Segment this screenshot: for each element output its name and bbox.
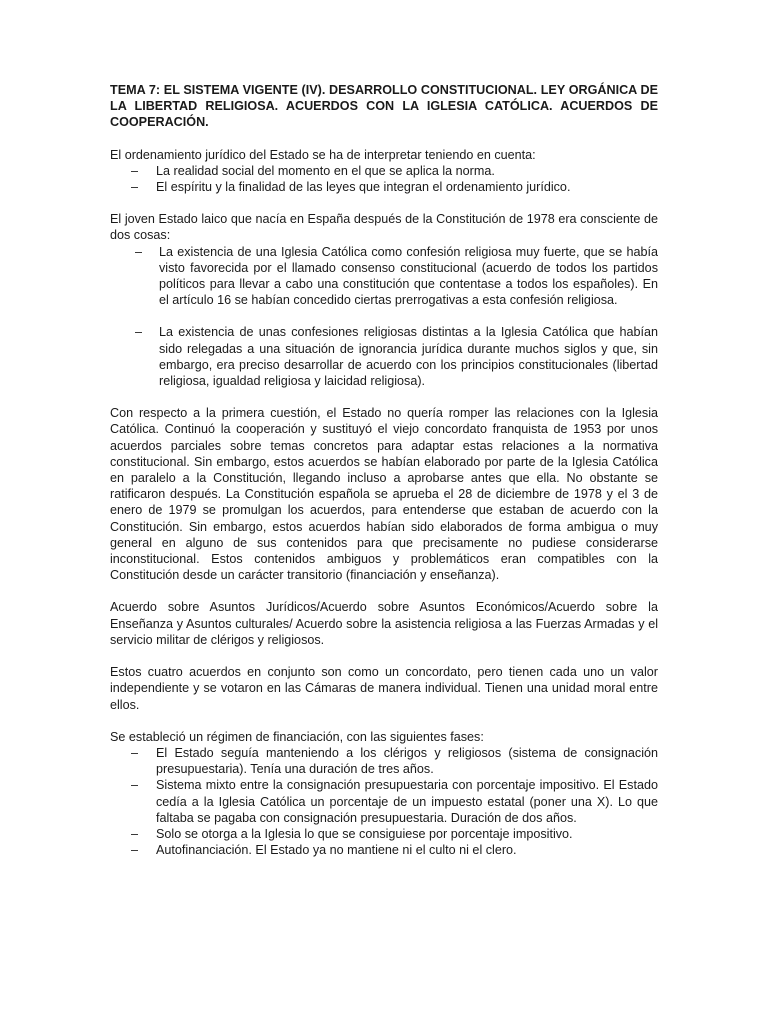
section3-intro: Se estableció un régimen de financiación, con las siguientes fases: <box>110 729 484 744</box>
section2-intro: El joven Estado laico que nacía en España después de la Constitución de 1978 era consciente de dos cosas: <box>110 212 658 243</box>
document-page <box>110 82 658 874</box>
list-item <box>110 842 658 858</box>
list-item-text: El Estado seguía manteniendo a los clérigos y religiosos (sistema de consignación presupuestaria). Tenía una duración de tres años. <box>156 745 658 777</box>
dash-bullet: – <box>131 826 139 841</box>
list-item <box>110 826 658 842</box>
document-title: TEMA 7: EL SISTEMA VIGENTE (IV). DESARROLLO CONSTITUCIONAL. LEY ORGÁNICA DE LA LIBERTAD RELIGIOSA. ACUERDOS CON LA IGLESIA CATÓLICA. ACUERDOS DE COOPERACIÓN. <box>110 83 658 130</box>
list-item <box>110 324 658 389</box>
dash-bullet: – <box>131 163 139 178</box>
list-item <box>110 179 658 195</box>
list-item-text: El espíritu y la finalidad de las leyes que integran el ordenamiento jurídico. <box>156 180 571 195</box>
dash-bullet: – <box>131 778 139 793</box>
dash-bullet: – <box>135 244 143 259</box>
list-item <box>110 163 658 179</box>
list-item-text: Sistema mixto entre la consignación presupuestaria con porcentaje impositivo. El Estado cedía a la Iglesia Católica un porcentaje de un impuesto estatal (poner una X). Lo que faltaba se pagaba con consignación presupuestaria. Duración de dos años. <box>156 778 658 825</box>
list-item-text: Solo se otorga a la Iglesia lo que se consiguiese por porcentaje impositivo. <box>156 826 573 841</box>
section2-list <box>110 244 658 390</box>
dash-bullet: – <box>131 180 139 195</box>
list-item <box>110 244 658 309</box>
list-item <box>110 777 658 826</box>
paragraph-agreements-list: Acuerdo sobre Asuntos Jurídicos/Acuerdo sobre Asuntos Económicos/Acuerdo sobre la Enseñanza y Asuntos culturales/ Acuerdo sobre la asistencia religiosa a las Fuerzas Armadas y el servicio militar de clérigos y religiosos. <box>110 600 658 647</box>
list-item-text: La realidad social del momento en el que se aplica la norma. <box>156 163 495 178</box>
list-item-text: Autofinanciación. El Estado ya no mantiene ni el culto ni el clero. <box>156 843 517 858</box>
paragraph-relations: Con respecto a la primera cuestión, el Estado no quería romper las relaciones con la Iglesia Católica. Continuó la cooperación y sustituyó el viejo concordato franquista de 1953 por unos acuerdos parciales sobre temas concretos para adaptar estas relaciones a la normativa constitucional. Sin embargo, estos acuerdos se habían elaborado por parte de la Iglesia Católica en paralelo a la Constitución, llegando incluso a aprobarse antes que ella. No obstante se ratificaron después. La Constitución española se aprueba el 28 de diciembre de 1978 y el 3 de enero de 1979 se promulgan los acuerdos, para entenderse que estaban de acuerdo con la Constitución. Sin embargo, estos acuerdos habían sido elaborados de forma ambigua o muy general en alguno de sus contenidos para que precisamente no pudiese considerarse inconstitucional. Estos contenidos ambiguos y problemáticos eran compatibles con la Constitución desde un carácter transitorio (financiación y enseñanza). <box>110 406 658 583</box>
dash-bullet: – <box>131 745 139 760</box>
section3-list <box>110 745 658 858</box>
section1-list <box>110 163 658 195</box>
dash-bullet: – <box>131 843 139 858</box>
list-item-text: La existencia de unas confesiones religiosas distintas a la Iglesia Católica que habían sido relegadas a una situación de ignorancia jurídica durante muchos siglos y que, sin embargo, era preciso desarrollar de acuerdo con los principios constitucionales (libertad religiosa, igualdad religiosa y laicidad religiosa). <box>159 325 658 389</box>
dash-bullet: – <box>135 325 143 340</box>
list-item <box>110 745 658 777</box>
section1-intro: El ordenamiento jurídico del Estado se ha de interpretar teniendo en cuenta: <box>110 147 536 162</box>
list-item-text: La existencia de una Iglesia Católica como confesión religiosa muy fuerte, que se había visto favorecida por el llamado consenso constitucional (acuerdo de todos los partidos políticos para llevar a cabo una constitución que contentase a todos los españoles). En el artículo 16 se habían concedido ciertas prerrogativas a esta confesión religiosa. <box>159 244 658 308</box>
paragraph-concordat: Estos cuatro acuerdos en conjunto son como un concordato, pero tienen cada uno un valor independiente y se votaron en las Cámaras de manera individual. Tienen una unidad moral entre ellos. <box>110 665 658 712</box>
